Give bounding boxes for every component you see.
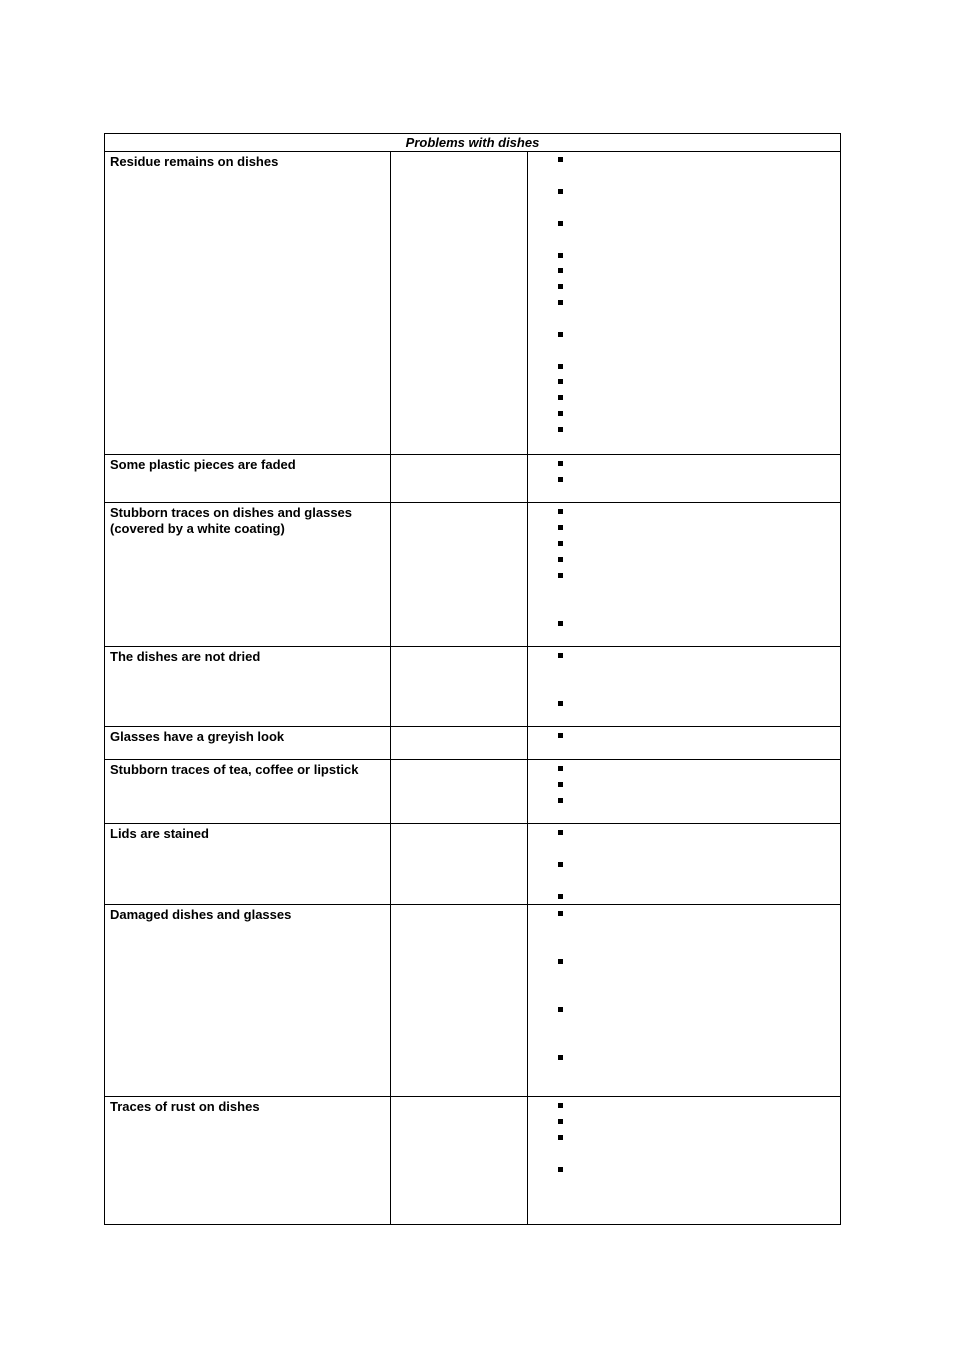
bullet-icon (558, 1103, 563, 1108)
bullet-icon (558, 573, 563, 578)
cause-cell (391, 760, 528, 823)
bullet-icon (558, 911, 563, 916)
bullet-icon (558, 300, 563, 305)
bullet-icon (558, 395, 563, 400)
solution-cell (528, 455, 840, 502)
problem-cell: The dishes are not dried (105, 647, 391, 726)
table-row (105, 905, 840, 1097)
bullet-icon (558, 509, 563, 514)
bullet-icon (558, 364, 563, 369)
solution-cell (528, 647, 840, 726)
cause-cell (391, 1097, 528, 1224)
problem-cell: Stubborn traces of tea, coffee or lipstick (105, 760, 391, 823)
bullet-icon (558, 798, 563, 803)
solution-cell (528, 1097, 840, 1224)
bullet-icon (558, 379, 563, 384)
problem-cell: Some plastic pieces are faded (105, 455, 391, 502)
table-row (105, 503, 840, 647)
bullet-icon (558, 1055, 563, 1060)
problem-cell: Glasses have a greyish look (105, 727, 391, 759)
bullet-icon (558, 653, 563, 658)
cause-cell (391, 905, 528, 1096)
bullet-icon (558, 157, 563, 162)
bullet-icon (558, 1167, 563, 1172)
cause-cell (391, 727, 528, 759)
problem-cell: Lids are stained (105, 824, 391, 904)
bullet-icon (558, 332, 563, 337)
bullet-icon (558, 733, 563, 738)
table-row (105, 727, 840, 760)
bullet-icon (558, 959, 563, 964)
bullet-icon (558, 477, 563, 482)
solution-cell (528, 824, 840, 904)
problem-cell: Stubborn traces on dishes and glasses (covered by a white coating) (105, 503, 391, 646)
bullet-icon (558, 701, 563, 706)
bullet-icon (558, 1007, 563, 1012)
bullet-icon (558, 894, 563, 899)
bullet-icon (558, 268, 563, 273)
problem-cell: Residue remains on dishes (105, 152, 391, 454)
bullet-icon (558, 525, 563, 530)
table-row (105, 152, 840, 455)
table-title: Problems with dishes (105, 134, 840, 152)
bullet-icon (558, 557, 563, 562)
bullet-icon (558, 221, 563, 226)
solution-cell (528, 503, 840, 646)
bullet-icon (558, 782, 563, 787)
bullet-icon (558, 862, 563, 867)
bullet-icon (558, 1135, 563, 1140)
table-row (105, 647, 840, 727)
cause-cell (391, 503, 528, 646)
cause-cell (391, 152, 528, 454)
solution-cell (528, 760, 840, 823)
bullet-icon (558, 284, 563, 289)
table-row (105, 1097, 840, 1224)
solution-cell (528, 152, 840, 454)
bullet-icon (558, 427, 563, 432)
problem-cell: Traces of rust on dishes (105, 1097, 391, 1224)
table-row (105, 824, 840, 905)
bullet-icon (558, 830, 563, 835)
bullet-icon (558, 189, 563, 194)
bullet-icon (558, 766, 563, 771)
bullet-icon (558, 541, 563, 546)
table-row (105, 455, 840, 503)
cause-cell (391, 824, 528, 904)
bullet-icon (558, 621, 563, 626)
cause-cell (391, 647, 528, 726)
cause-cell (391, 455, 528, 502)
solution-cell (528, 727, 840, 759)
bullet-icon (558, 411, 563, 416)
table-row (105, 760, 840, 824)
bullet-icon (558, 253, 563, 258)
bullet-icon (558, 1119, 563, 1124)
solution-cell (528, 905, 840, 1096)
problems-table (104, 133, 841, 1225)
problem-cell: Damaged dishes and glasses (105, 905, 391, 1096)
bullet-icon (558, 461, 563, 466)
